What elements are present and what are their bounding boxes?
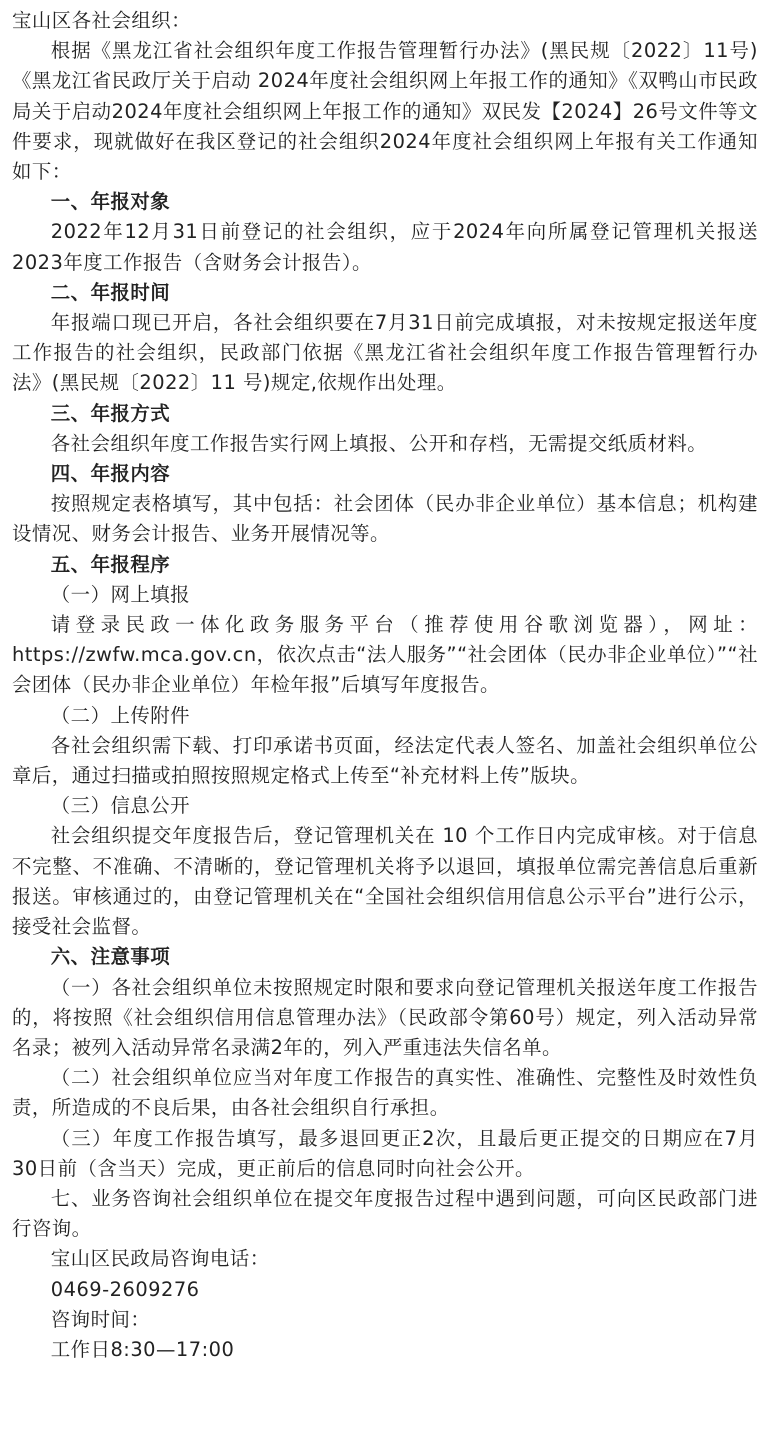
section-4-paragraph: 按照规定表格填写，其中包括：社会团体（民办非企业单位）基本信息；机构建设情况、财务会计报告、业务开展情况等。 xyxy=(12,492,758,546)
subsection-title-3: （三）信息公开 xyxy=(50,794,191,818)
intro-paragraph: 根据《黑龙江省社会组织年度工作报告管理暂行办法》(黑民规〔2022〕11号)《黑龙江省民政厅关于启动 2024年度社会组织网上年报工作的通知》《双鸭山市民政局关于启动2024年度社会组织网上年报工作的通知》双民发【2024】26号文件等文件要求，现就做好在我区登记的社会组织2024年度社会组织网上年报有关工作通知如下： xyxy=(12,39,758,184)
notice-item-3: （三）年度工作报告填写，最多退回更正2次，且最后更正提交的日期应在7月30日前（含当天）完成，更正前后的信息同时向社会公开。 xyxy=(12,1126,758,1180)
subsection-title-2: （二）上传附件 xyxy=(50,703,191,727)
section-heading-6: 六、注意事项 xyxy=(50,945,171,969)
subsection-text-1: 请登录民政一体化政务服务平台（推荐使用谷歌浏览器），网址：https://zwfw.mca.gov.cn，依次点击“法人服务”“社会团体（民办非企业单位）”“社会团体（民办非企业单位）年检年报”后填写年度报告。 xyxy=(12,613,758,697)
section-1-paragraph: 2022年12月31日前登记的社会组织，应于2024年向所属登记管理机关报送2023年度工作报告（含财务会计报告）。 xyxy=(12,220,758,274)
section-heading-5: 五、年报程序 xyxy=(50,552,171,576)
subsection-text-3: 社会组织提交年度报告后，登记管理机关在 10 个工作日内完成审核。对于信息不完整、不准确、不清晰的，登记管理机关将予以退回，填报单位需完善信息后重新报送。审核通过的，由登记管理机关在“全国社会组织信用信息公示平台”进行公示，接受社会监督。 xyxy=(12,824,758,939)
section-2-paragraph: 年报端口现已开启，各社会组织要在7月31日前完成填报，对未按规定报送年度工作报告的社会组织，民政部门依据《黑龙江省社会组织年度工作报告管理暂行办法》(黑民规〔2022〕11 号)规定,依规作出处理。 xyxy=(12,311,758,395)
subsection-text-2: 各社会组织需下载、打印承诺书页面，经法定代表人签名、加盖社会组织单位公章后，通过扫描或拍照按照规定格式上传至“补充材料上传”版块。 xyxy=(12,733,758,788)
phone-label: 宝山区民政局咨询电话： xyxy=(50,1247,270,1271)
section-3-paragraph: 各社会组织年度工作报告实行网上填报、公开和存档，无需提交纸质材料。 xyxy=(50,431,708,455)
section-heading-4: 四、年报内容 xyxy=(50,462,171,486)
section-7-paragraph: 七、业务咨询社会组织单位在提交年度报告过程中遇到问题，可向区民政部门进行咨询。 xyxy=(12,1186,758,1241)
notice-item-2: （二）社会组织单位应当对年度工作报告的真实性、准确性、完整性及时效性负责，所造成的不良后果，由各社会组织自行承担。 xyxy=(12,1066,758,1120)
phone-number: 0469-2609276 xyxy=(50,1277,200,1301)
hours-label: 咨询时间： xyxy=(50,1307,151,1331)
section-heading-2: 二、年报时间 xyxy=(50,280,171,304)
salutation: 宝山区各社会组织： xyxy=(12,9,192,32)
section-heading-3: 三、年报方式 xyxy=(50,401,171,425)
section-heading-1: 一、年报对象 xyxy=(50,190,171,214)
hours-value: 工作日8:30—17:00 xyxy=(50,1337,235,1361)
notice-item-1: （一）各社会组织单位未按照规定时限和要求向登记管理机关报送年度工作报告的，将按照《社会组织信用信息管理办法》（民政部令第60号）规定，列入活动异常名录；被列入活动异常名录满2年的，列入严重违法失信名单。 xyxy=(12,975,758,1059)
subsection-title-1: （一）网上填报 xyxy=(50,582,191,606)
